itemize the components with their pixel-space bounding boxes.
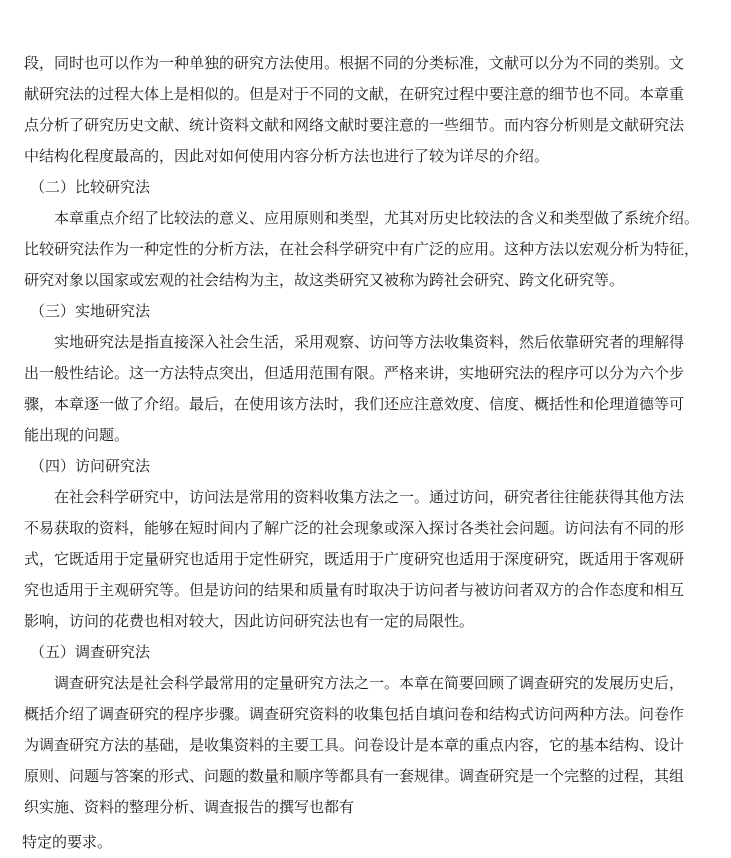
text-line: 式，它既适用于定量研究也适用于定性研究，既适用于广度研究也适用于深度研究，既适用于客观研 bbox=[24, 550, 685, 568]
text-line: 究也适用于主观研究等。但是访问的结果和质量有时取决于访问者与被访问者双方的合作态度和相互 bbox=[24, 581, 685, 599]
text-line: 在社会科学研究中，访问法是常用的资料收集方法之一。通过访问，研究者往往能获得其他方法 bbox=[54, 488, 685, 506]
text-line: 骤，本章逐一做了介绍。最后，在使用该方法时，我们还应注意效度、信度、概括性和伦理道德等可 bbox=[24, 395, 685, 413]
text-line: 出一般性结论。这一方法特点突出，但适用范围有限。严格来讲，实地研究法的程序可以分为六个步 bbox=[24, 364, 685, 382]
text-line: 能出现的问题。 bbox=[24, 426, 130, 444]
text-line: 本章重点介绍了比较法的意义、应用原则和类型，尤其对历史比较法的含义和类型做了系统介绍。 bbox=[54, 209, 700, 227]
text-line: 中结构化程度最高的，因此对如何使用内容分析方法也进行了较为详尽的介绍。 bbox=[24, 147, 550, 165]
section-heading: （五）调查研究法 bbox=[30, 643, 151, 661]
text-line: 特定的要求。 bbox=[22, 833, 113, 851]
section-heading: （三）实地研究法 bbox=[30, 302, 151, 320]
text-line: 献研究法的过程大体上是相似的。但是对于不同的文献，在研究过程中要注意的细节也不同。本章重 bbox=[24, 85, 685, 103]
text-line: 段，同时也可以作为一种单独的研究方法使用。根据不同的分类标准，文献可以分为不同的类别。文 bbox=[24, 54, 685, 72]
text-line: 调查研究法是社会科学最常用的定量研究方法之一。本章在简要回顾了调查研究的发展历史后， bbox=[54, 674, 685, 692]
text-line: 点分析了研究历史文献、统计资料文献和网络文献时要注意的一些细节。而内容分析则是文献研究法 bbox=[24, 116, 685, 134]
text-line: 实地研究法是指直接深入社会生活，采用观察、访问等方法收集资料，然后依靠研究者的理解得 bbox=[54, 333, 685, 351]
text-line: 影响，访问的花费也相对较大，因此访问研究法也有一定的局限性。 bbox=[24, 612, 475, 630]
text-line: 不易获取的资料，能够在短时间内了解广泛的社会现象或深入探讨各类社会问题。访问法有不同的形 bbox=[24, 519, 685, 537]
section-heading: （二）比较研究法 bbox=[30, 178, 151, 196]
text-line: 比较研究法作为一种定性的分析方法，在社会科学研究中有广泛的应用。这种方法以宏观分析为特征， bbox=[24, 240, 700, 258]
text-line: 原则、问题与答案的形式、问题的数量和顺序等都具有一套规律。调查研究是一个完整的过程，其组 bbox=[24, 767, 685, 785]
document-body bbox=[24, 48, 724, 858]
section-heading: （四）访问研究法 bbox=[30, 457, 151, 475]
text-line: 研究对象以国家或宏观的社会结构为主，故这类研究又被称为跨社会研究、跨文化研究等。 bbox=[24, 271, 625, 289]
text-line: 为调查研究方法的基础，是收集资料的主要工具。问卷设计是本章的重点内容，它的基本结构、设计 bbox=[24, 736, 685, 754]
text-line: 织实施、资料的整理分析、调查报告的撰写也都有 bbox=[24, 798, 355, 816]
text-line: 概括介绍了调查研究的程序步骤。调查研究资料的收集包括自填问卷和结构式访问两种方法。问卷作 bbox=[24, 705, 685, 723]
